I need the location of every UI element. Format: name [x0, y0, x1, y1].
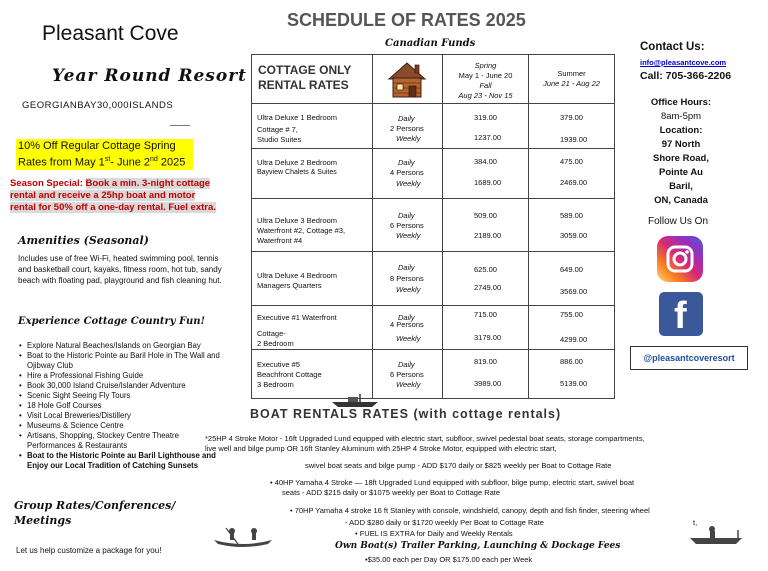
follow-label: Follow Us On: [648, 216, 709, 227]
canoe-icon: [212, 522, 274, 548]
schedule-title: SCHEDULE OF RATES 2025: [287, 10, 526, 30]
list-item: • Boat to the Historic Pointe au Baril Hole in The Wall and Ojibway Club: [18, 351, 223, 371]
boat-driver-icon: [688, 522, 744, 546]
daily-label: Daily: [398, 313, 415, 322]
table-row-name: Ultra Deluxe 3 Bedroom Waterfront #2, Cottage #3, Waterfront #4: [257, 216, 346, 245]
summer-daily: 649.00: [560, 265, 583, 274]
experience-list: [18, 341, 223, 471]
group-rates-text: Let us help customize a package for you!: [16, 546, 162, 555]
phone-number: Call: 705-366-2206: [640, 70, 732, 82]
summer-daily: 589.00: [560, 211, 583, 220]
daily-label: Daily: [398, 114, 415, 123]
table-row-sub: Cottage- 2 Bedroom: [257, 329, 294, 348]
table-row-name: Executive #1 Waterfront: [257, 313, 337, 322]
persons: 6 Persons: [390, 221, 424, 230]
daily-label: Daily: [398, 263, 415, 272]
promo-line-2: Rates from May 1st- June 2nd 2025: [18, 156, 186, 169]
boat-line: swivel boat seats and bilge pump - ADD $170 daily or $825 weekly per Boat to Cottage Rate: [305, 461, 612, 470]
spring-daily: 625.00: [474, 265, 497, 274]
spring-weekly: 1689.00: [474, 178, 502, 187]
experience-heading: Experience Cottage Country Fun!: [18, 316, 205, 327]
list-item: • Scenic Sight Seeing Fly Tours: [18, 391, 223, 401]
table-row-sub: Bayview Chalets & Suites: [257, 169, 337, 176]
email-link[interactable]: info@pleasantcove.com: [640, 58, 727, 67]
list-item: • Book 30,000 Island Cruise/Islander Adventure: [18, 381, 223, 391]
location-label: Location:: [659, 125, 703, 136]
summer-header: Summer June 21 - Aug 22: [543, 69, 600, 88]
list-item: • 18 Hole Golf Courses: [18, 401, 223, 411]
boat-line: t,: [693, 518, 698, 527]
persons: 2 Persons: [390, 124, 424, 133]
weekly-label: Weekly: [396, 380, 421, 389]
spring-weekly: 2189.00: [474, 231, 502, 240]
season-special-text: Book a min. 3-night cottage rental and receive a 25hp boat and motor rental for 50% off a one-day rental. Fuel extra.: [10, 178, 216, 213]
boat-line: • 70HP Yamaha 4 stroke 16 ft Stanley with console, windshield, canopy, depth and fish finder, steering wheel: [290, 506, 650, 515]
instagram-icon[interactable]: [657, 236, 703, 282]
divider: [170, 125, 190, 126]
season-special-label: Season Special:: [10, 178, 86, 189]
spring-weekly: 3989.00: [474, 379, 502, 388]
boat-line: seats - ADD $215 daily or $1075 weekly per Boat to Cottage Rate: [282, 488, 501, 497]
social-handle[interactable]: @pleasantcoveresort: [630, 346, 748, 370]
spring-weekly: 3179.00: [474, 333, 502, 342]
amenities-text: Includes use of free Wi-Fi, heated swimming pool, tennis and basketball court, kayaks, fitness room, hot tub, sandy beach with floating pad, playground and fish cleaning hut.: [18, 254, 222, 285]
address-line: 97 North: [661, 139, 701, 150]
weekly-label: Weekly: [396, 334, 421, 343]
boat-line: live well and bilge pump OR 16ft Stanley Aluminum with 25HP 4 Stroke Motor, equipped with electric start,: [205, 444, 557, 453]
parking-heading: Own Boat(s) Trailer Parking, Launching & Dockage Fees: [335, 541, 621, 551]
table-row-name: Ultra Deluxe 2 Bedroom: [257, 158, 338, 167]
weekly-label: Weekly: [396, 285, 421, 294]
office-info: [646, 96, 716, 208]
spring-weekly: 1237.00: [474, 133, 502, 142]
summer-daily: 475.00: [560, 157, 583, 166]
list-item: • Visit Local Breweries/Distillery: [18, 411, 223, 421]
boat-line: *25HP 4 Stroke Motor - 16ft Upgraded Lund equipped with electric start, subfloor, swivel pedestal boat seats, storage compartments,: [205, 434, 645, 443]
summer-weekly: 5139.00: [560, 379, 588, 388]
daily-label: Daily: [398, 158, 415, 167]
list-item: • Hire a Professional Fishing Guide: [18, 371, 223, 381]
daily-label: Daily: [398, 211, 415, 220]
facebook-icon[interactable]: f: [659, 292, 703, 336]
cottage-rates-heading: COTTAGE ONLY RENTAL RATES: [258, 63, 352, 92]
table-row-name: Executive #5 Beachfront Cottage 3 Bedroom: [257, 360, 322, 389]
boat-line: • 40HP Yamaha 4 Stroke — 18ft Upgraded Lund equipped with subfloor, bilge pump, electric start, swivel boat: [270, 478, 635, 487]
summer-weekly: 2469.00: [560, 178, 588, 187]
summer-daily: 886.00: [560, 357, 583, 366]
list-item: • Museums & Science Centre: [18, 421, 223, 431]
boat-rentals-heading: BOAT RENTALS RATES (with cottage rentals): [250, 407, 562, 421]
contact-heading: Contact Us:: [640, 41, 705, 53]
currency-note: Canadian Funds: [385, 38, 476, 49]
table-row-sub: Cottage # 7, Studio Suites: [257, 125, 302, 144]
cottage-icon: [385, 59, 429, 99]
summer-weekly: 3569.00: [560, 287, 588, 296]
list-item: • Boat to the Historic Pointe au Baril Lighthouse and Enjoy our Local Tradition of Catching Sunsets: [18, 451, 223, 471]
spring-fall-header: Spring May 1 - June 20 Fall Aug 23 - Nov 15: [458, 61, 513, 100]
summer-daily: 755.00: [560, 310, 583, 319]
table-row-name: Ultra Deluxe 4 Bedroom Managers Quarters: [257, 271, 338, 290]
summer-daily: 379.00: [560, 113, 583, 122]
persons: 6 Persons: [390, 370, 424, 379]
table-row-name: Ultra Deluxe 1 Bedroom: [257, 113, 338, 122]
region-subtitle: GEORGIANBAY30,000ISLANDS: [22, 100, 174, 111]
boat-line: • FUEL IS EXTRA for Daily and Weekly Rentals: [355, 529, 513, 538]
weekly-label: Weekly: [396, 134, 421, 143]
office-hours: 8am-5pm: [660, 111, 702, 122]
spring-daily: 509.00: [474, 211, 497, 220]
office-hours-label: Office Hours:: [650, 97, 712, 108]
weekly-label: Weekly: [396, 179, 421, 188]
persons: 8 Persons: [390, 274, 424, 283]
spring-promo: [16, 139, 193, 170]
boat-icon: [330, 392, 380, 408]
summer-weekly: 1939.00: [560, 135, 588, 144]
daily-label: Daily: [398, 360, 415, 369]
amenities-heading: Amenities (Seasonal): [18, 234, 149, 247]
summer-weekly: 3059.00: [560, 231, 588, 240]
spring-daily: 715.00: [474, 310, 497, 319]
spring-daily: 819.00: [474, 357, 497, 366]
list-item: • Explore Natural Beaches/Islands on Georgian Bay: [18, 341, 223, 351]
address-line: Pointe Au Baril,: [659, 167, 703, 192]
spring-daily: 319.00: [474, 113, 497, 122]
address-line: ON, Canada: [654, 195, 708, 206]
rates-table: [251, 54, 615, 399]
season-special: [10, 178, 222, 214]
address-line: Shore Road,: [653, 153, 709, 164]
boat-line: - ADD $280 daily or $1720 weekly Per Boat to Cottage Rate: [345, 518, 544, 527]
summer-weekly: 4299.00: [560, 335, 588, 344]
persons: 4 Persons: [390, 168, 424, 177]
group-rates-heading: Group Rates/Conferences/ Meetings: [14, 499, 176, 527]
persons: 4 Persons: [390, 320, 424, 329]
weekly-label: Weekly: [396, 231, 421, 240]
spring-weekly: 2749.00: [474, 283, 502, 292]
list-item: • Artisans, Shopping, Stockey Centre Theatre Performances & Restaurants: [18, 431, 223, 451]
resort-tagline: Year Round Resort: [52, 66, 248, 86]
promo-line-1: 10% Off Regular Cottage Spring: [18, 140, 176, 152]
parking-fees: •$35.00 each per Day OR $175.00 each per Week: [365, 555, 533, 564]
resort-name: Pleasant Cove: [42, 22, 179, 45]
spring-daily: 384.00: [474, 157, 497, 166]
